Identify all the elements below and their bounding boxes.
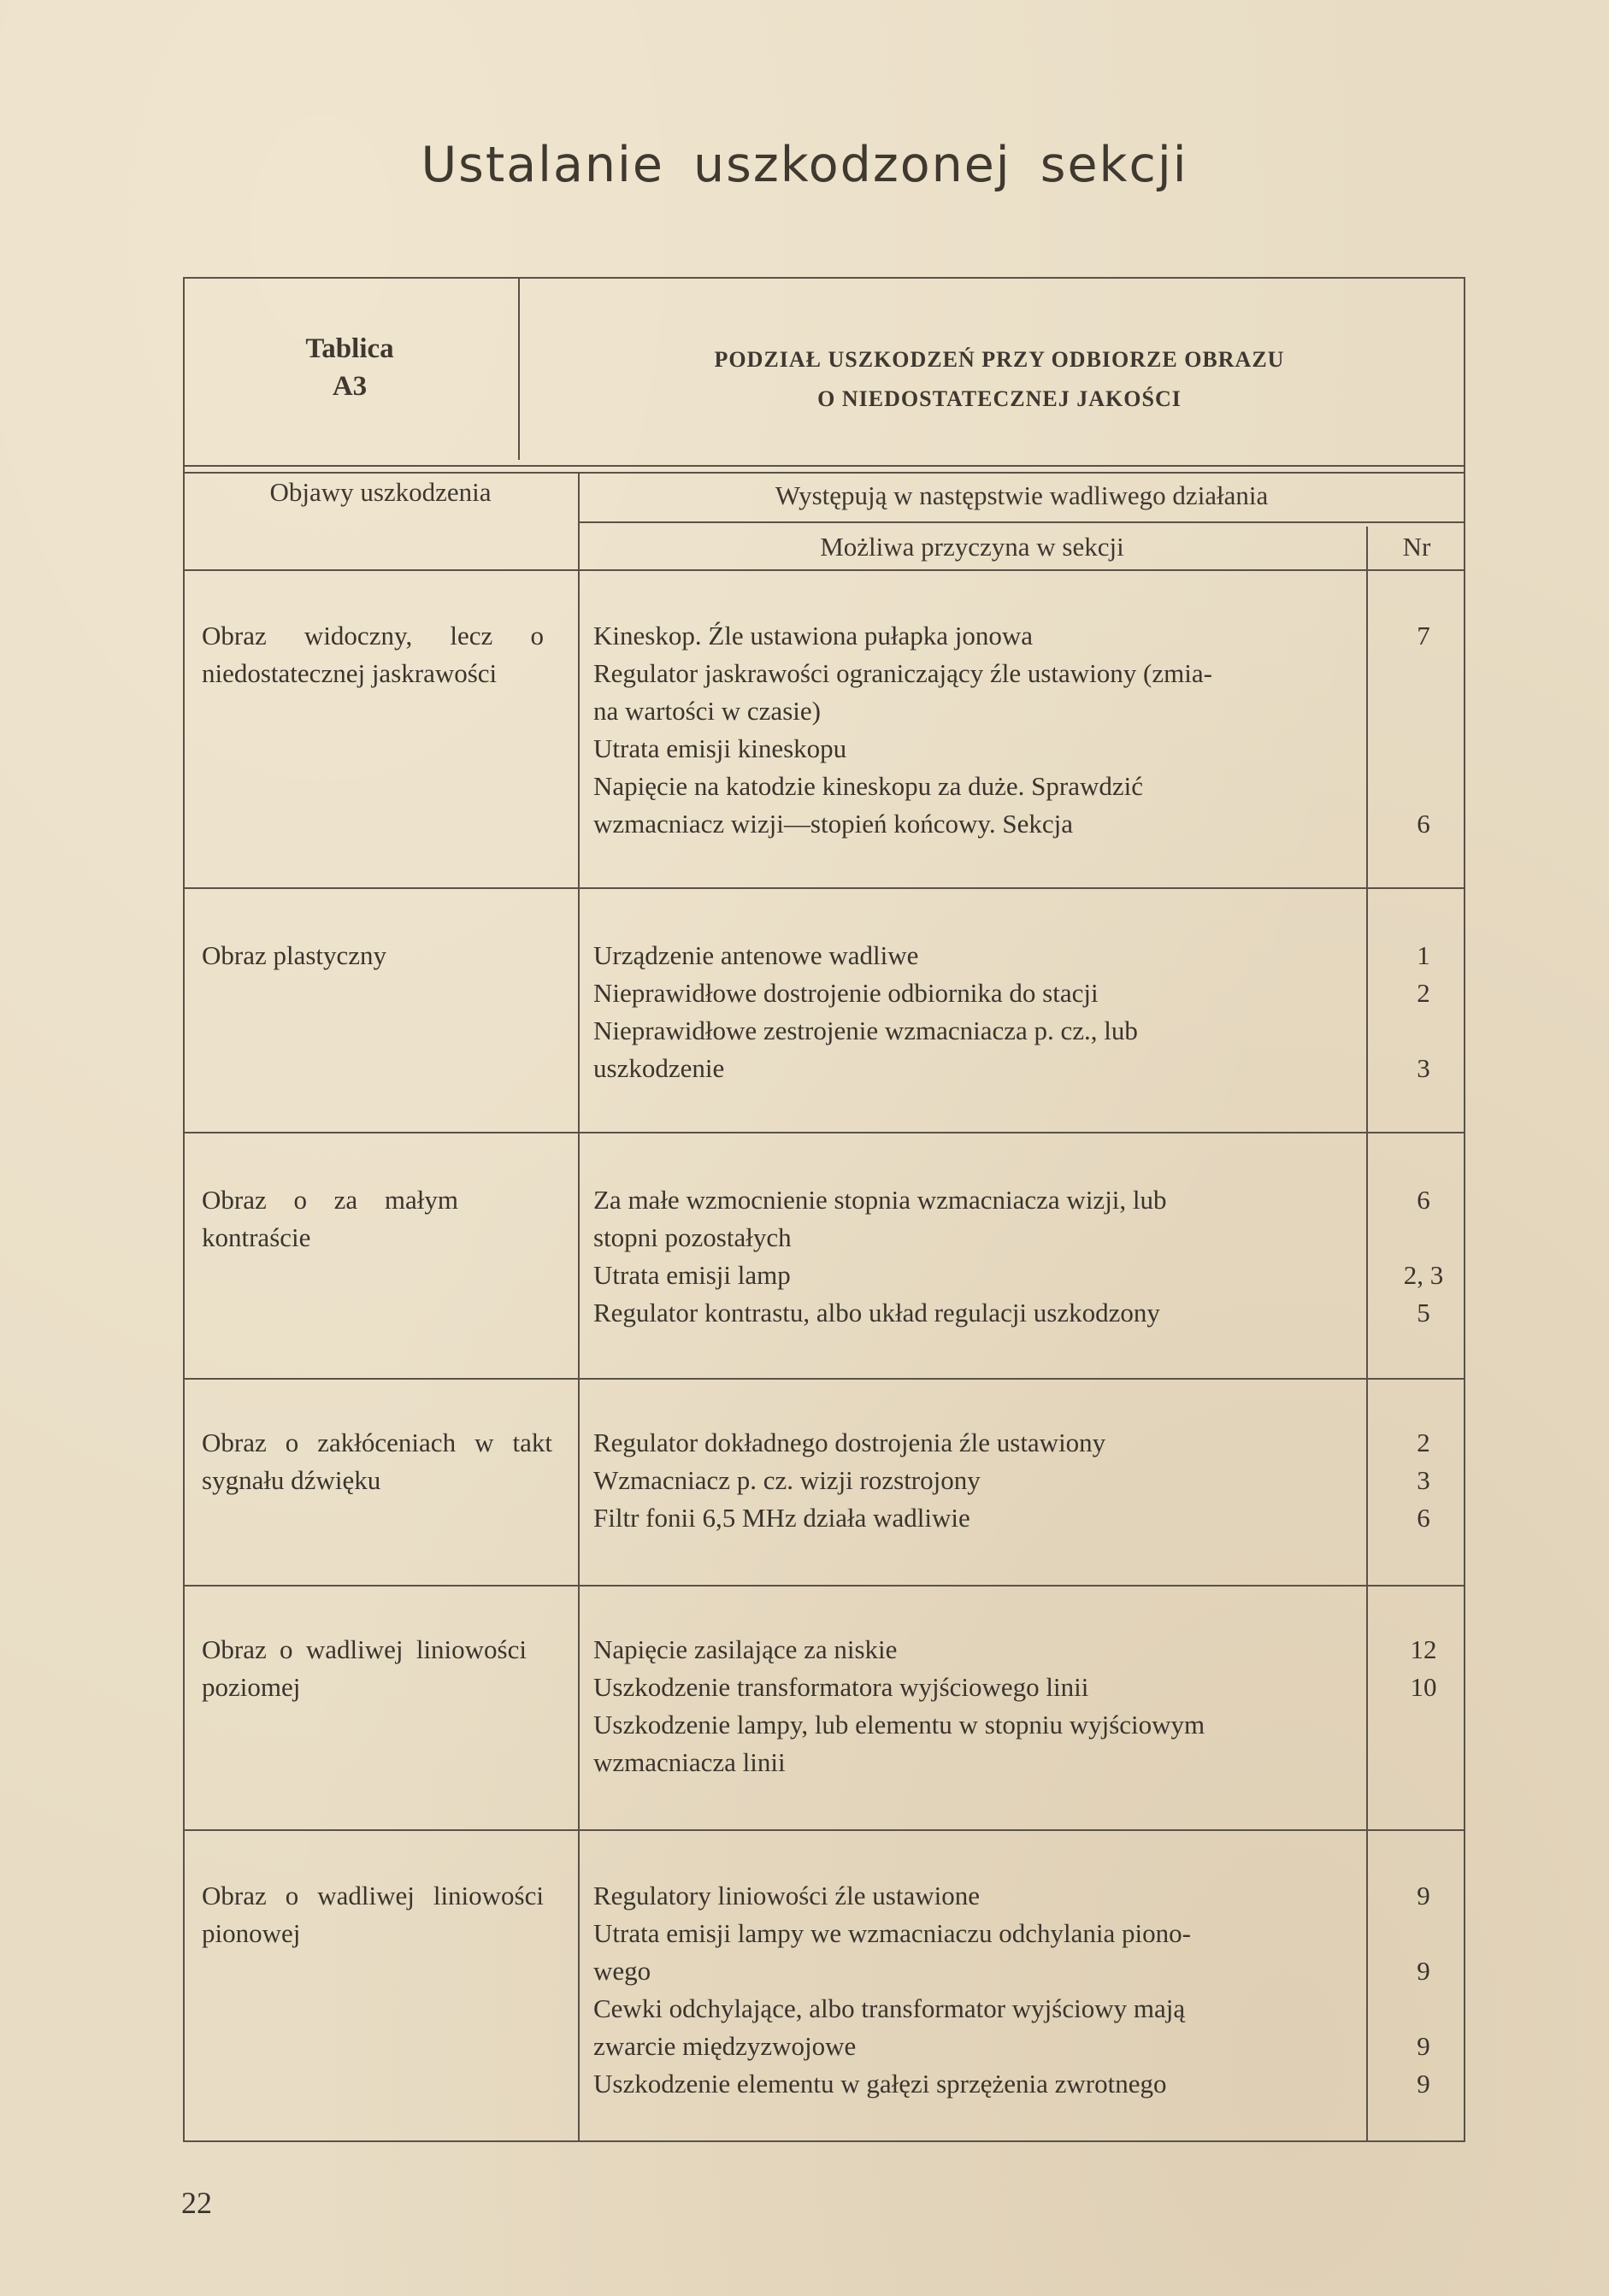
- cause-line: Utrata emisji lamp: [593, 1260, 791, 1290]
- nr-value: 7: [1417, 621, 1430, 651]
- nr-value: [1382, 1744, 1465, 1781]
- nr-value: [1382, 1012, 1465, 1050]
- nr-value: 3: [1417, 1465, 1430, 1495]
- column-header-symptoms: Objawy uszkodzenia: [269, 477, 492, 507]
- cause-line: Cewki odchylające, albo transformator wyjściowy mają: [593, 1993, 1186, 2023]
- column-header-nr: Nr: [1402, 532, 1431, 562]
- cause-line: Napięcie na katodzie kineskopu za duże. Sprawdzić: [593, 771, 1143, 801]
- cause-line: Kineskop. Źle ustawiona pułapka jonowa: [593, 621, 1033, 651]
- nr-value: 6: [1417, 809, 1430, 839]
- nr-value: 12: [1410, 1634, 1437, 1664]
- nr-value: 6: [1417, 1185, 1430, 1215]
- nr-cell: [1382, 1424, 1465, 1537]
- nr-value: [1382, 1915, 1465, 1952]
- nr-value: [1382, 692, 1465, 730]
- nr-value: 5: [1417, 1298, 1430, 1328]
- nr-value: 6: [1417, 1503, 1430, 1533]
- symptom-cell: Obraz o wadliwej liniowości pionowej: [202, 1881, 544, 1948]
- table-label: Tablica: [305, 333, 394, 364]
- nr-value: 10: [1410, 1672, 1437, 1702]
- cause-line: Regulator jaskrawości ograniczający źle ustawiony (zmia-: [593, 658, 1212, 688]
- caption-line-2: O NIEDOSTATECZNEJ JAKOŚCI: [817, 386, 1182, 411]
- symptom-cell: Obraz plastyczny: [202, 940, 387, 970]
- nr-value: [1382, 768, 1465, 805]
- nr-value: [1382, 1706, 1465, 1744]
- symptom-cell: Obraz o za małym kontraście: [202, 1185, 458, 1252]
- nr-value: [1382, 1990, 1465, 2028]
- symptom-cell: Obraz o wadliwej liniowości poziomej: [202, 1634, 527, 1702]
- cause-line: Utrata emisji lampy we wzmacniaczu odchylania piono-: [593, 1918, 1191, 1948]
- nr-value: 2: [1417, 978, 1430, 1008]
- symptom-cell: Obraz o zakłóceniach w takt sygnału dźwięku: [202, 1428, 552, 1495]
- cause-line: na wartości w czasie): [593, 696, 821, 726]
- caption-line-1: PODZIAŁ USZKODZEŃ PRZY ODBIORZE OBRAZU: [714, 347, 1285, 372]
- nr-value: 9: [1417, 2031, 1430, 2061]
- cause-line: Regulatory liniowości źle ustawione: [593, 1881, 980, 1910]
- table-number: [183, 330, 516, 405]
- fault-table: [183, 277, 1465, 2142]
- cause-line: Uszkodzenie lampy, lub elementu w stopniu wyjściowym: [593, 1710, 1205, 1740]
- column-header-cause: Możliwa przyczyna w sekcji: [820, 532, 1124, 562]
- nr-value: 2, 3: [1403, 1260, 1444, 1290]
- nr-cell: [1382, 1877, 1465, 2103]
- cause-line: zwarcie międzyzwojowe: [593, 2031, 857, 2061]
- nr-value: [1382, 655, 1465, 692]
- cause-line: Nieprawidłowe zestrojenie wzmacniacza p. cz., lub: [593, 1016, 1138, 1045]
- cause-line: Urządzenie antenowe wadliwe: [593, 940, 919, 970]
- cause-line: Uszkodzenie elementu w gałęzi sprzężenia zwrotnego: [593, 2069, 1167, 2099]
- nr-value: 9: [1417, 1881, 1430, 1910]
- symptom-cell: Obraz widoczny, lecz o niedostatecznej jaskrawości: [202, 621, 544, 688]
- table-id: A3: [332, 371, 368, 402]
- cause-line: Nieprawidłowe dostrojenie odbiornika do stacji: [593, 978, 1099, 1008]
- cause-line: stopni pozostałych: [593, 1222, 792, 1252]
- nr-value: [1382, 730, 1465, 768]
- nr-value: 1: [1417, 940, 1430, 970]
- cause-line: Filtr fonii 6,5 MHz działa wadliwie: [593, 1503, 970, 1533]
- cause-line: wzmacniacz wizji—stopień końcowy. Sekcja: [593, 809, 1073, 839]
- column-header-group: Występują w następstwie wadliwego działania: [775, 480, 1269, 510]
- cause-line: Utrata emisji kineskopu: [593, 733, 847, 763]
- nr-cell: [1382, 1181, 1465, 1332]
- nr-value: [1382, 1219, 1465, 1257]
- cause-line: Za małe wzmocnienie stopnia wzmacniacza wizji, lub: [593, 1185, 1167, 1215]
- cause-line: wzmacniacza linii: [593, 1747, 786, 1777]
- cause-line: Napięcie zasilające za niskie: [593, 1634, 898, 1664]
- cause-line: Wzmacniacz p. cz. wizji rozstrojony: [593, 1465, 981, 1495]
- cause-line: wego: [593, 1956, 651, 1986]
- cause-line: Regulator dokładnego dostrojenia źle ustawiony: [593, 1428, 1106, 1457]
- cause-line: Regulator kontrastu, albo układ regulacji uszkodzony: [593, 1298, 1160, 1328]
- nr-value: 9: [1417, 2069, 1430, 2099]
- page-number: 22: [181, 2186, 212, 2220]
- cause-line: uszkodzenie: [593, 1053, 725, 1083]
- nr-cell: [1382, 617, 1465, 843]
- page-title: Ustalanie uszkodzonej sekcji: [421, 137, 1188, 193]
- nr-value: 3: [1417, 1053, 1430, 1083]
- nr-value: 2: [1417, 1428, 1430, 1457]
- cause-line: Uszkodzenie transformatora wyjściowego linii: [593, 1672, 1089, 1702]
- nr-value: 9: [1417, 1956, 1430, 1986]
- nr-cell: [1382, 1631, 1465, 1781]
- nr-cell: [1382, 937, 1465, 1087]
- table-caption: [533, 340, 1465, 419]
